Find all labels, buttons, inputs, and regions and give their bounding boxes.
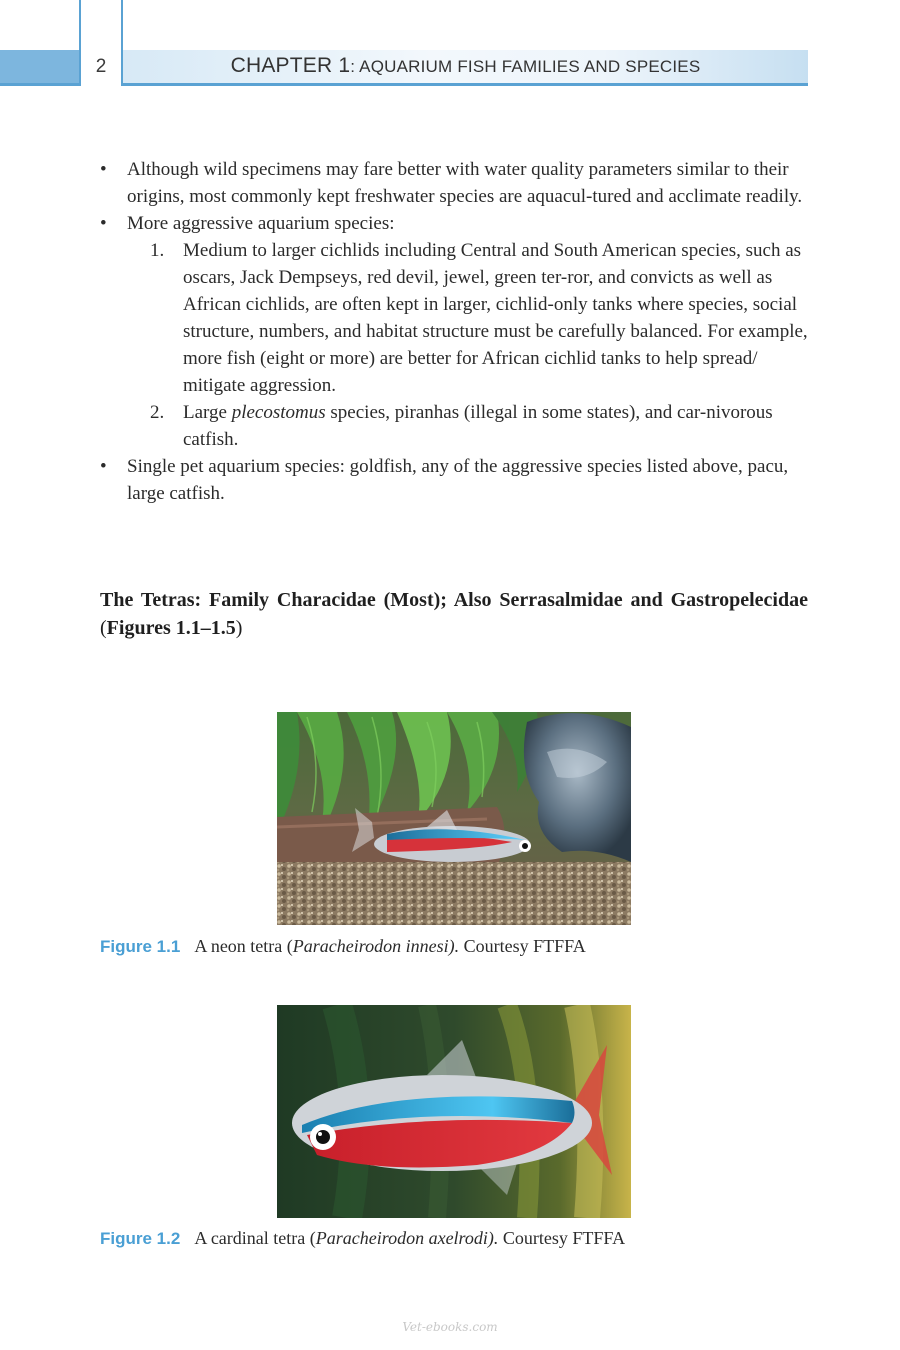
bullet-item — [100, 210, 808, 453]
numbered-item — [150, 399, 808, 453]
cardinal-tetra-illustration — [277, 1005, 631, 1218]
numbered-item-text: Medium to larger cichlids including Central and South American species, such as oscars, Jack Dempseys, red devil, jewel, green ter-ror, and convicts as well as African cichlids, are often kept in larger, cichlid-only tanks where species, social structure, numbers, and habitat structure must be carefully balanced. For example, more fish (eight or more) are better for African cichlid tanks to help spread/ mitigate aggression. — [183, 240, 808, 396]
section-heading-paren-open: ( — [100, 617, 107, 639]
header-left-block — [0, 50, 79, 83]
body-text — [100, 156, 808, 507]
species-italic: plecostomus — [231, 402, 326, 423]
section-heading-paren-close: ) — [235, 617, 243, 639]
bullet-list — [100, 156, 808, 507]
chapter-label: CHAPTER 1 — [230, 54, 351, 77]
figure-1-1-caption — [100, 934, 808, 959]
figure-1-1-photo — [277, 712, 631, 925]
header-underline — [0, 83, 808, 86]
list-number: 1. — [150, 240, 165, 261]
bullet-text: More aggressive aquarium species: — [127, 213, 395, 234]
watermark: Vet-ebooks.com — [402, 1320, 498, 1334]
chapter-title: : AQUARIUM FISH FAMILIES AND SPECIES — [350, 57, 701, 76]
numbered-list — [150, 237, 808, 453]
caption-text-pre: A neon tetra ( — [194, 936, 293, 956]
header-underline-gap — [81, 83, 121, 86]
caption-species-italic: Paracheirodon axelrodi). — [315, 1228, 499, 1248]
figure-label: Figure 1.1 — [100, 937, 181, 956]
page-number: 2 — [95, 56, 107, 77]
figure-1-2-photo — [277, 1005, 631, 1218]
numbered-item-text-pre: Large — [183, 402, 232, 423]
bullet-item — [100, 156, 808, 210]
bullet-item — [100, 453, 808, 507]
neon-tetra-illustration — [277, 712, 631, 925]
numbered-item — [150, 237, 808, 399]
caption-species-italic: Paracheirodon innesi). — [292, 936, 460, 956]
list-number: 2. — [150, 402, 165, 423]
caption-credit: Courtesy FTFFA — [459, 936, 586, 956]
numbered-item-text-post: species, piranhas (illegal in some states), and car-nivorous catfish. — [183, 402, 773, 450]
figure-1-2-caption — [100, 1226, 808, 1251]
bullet-text: Although wild specimens may fare better with water quality parameters similar to their origins, most commonly kept freshwater species are aquacul-tured and acclimate readily. — [127, 159, 803, 207]
caption-text-pre: A cardinal tetra ( — [194, 1228, 316, 1248]
caption-credit: Courtesy FTFFA — [498, 1228, 626, 1248]
section-heading-figure-ref: Figures 1.1–1.5 — [106, 617, 236, 639]
section-heading — [100, 586, 808, 642]
bullet-text: Single pet aquarium species: goldfish, any of the aggressive species listed above, pacu, large catfish. — [127, 456, 789, 504]
section-heading-main: The Tetras: Family Characidae (Most); Also Serrasalmidae and Gastropelecidae — [100, 589, 808, 611]
figure-label: Figure 1.2 — [100, 1229, 181, 1248]
running-header-title — [123, 54, 808, 78]
